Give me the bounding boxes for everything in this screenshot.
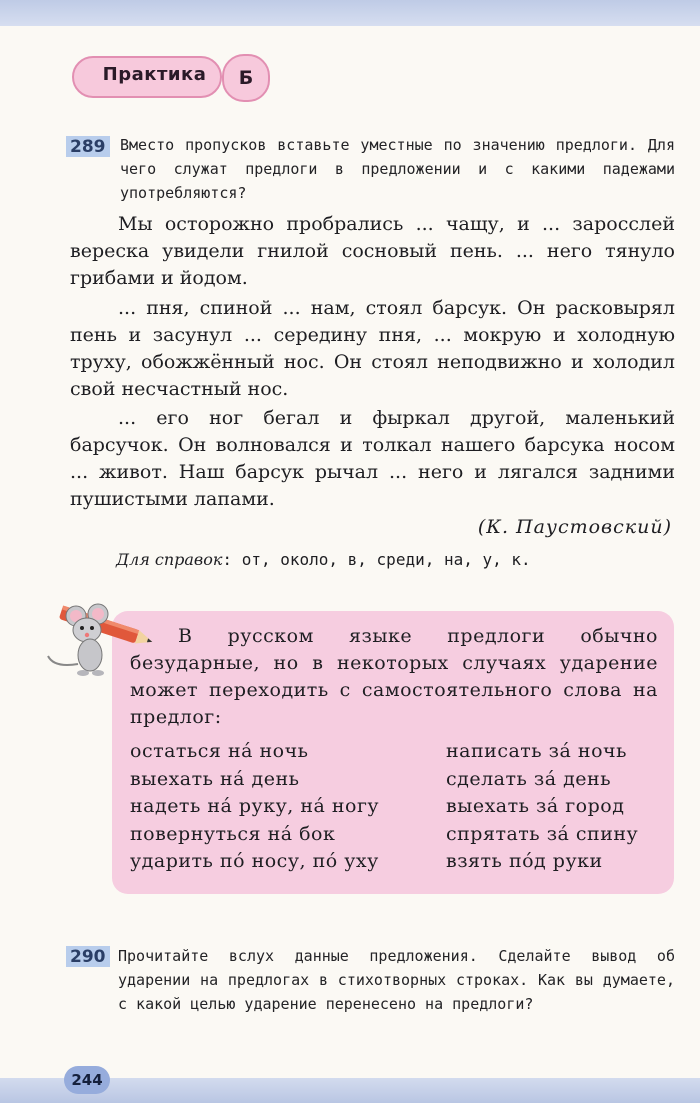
stress-example: надеть на́ руку, на́ ногу xyxy=(130,795,380,817)
reference-line xyxy=(116,550,531,569)
stress-example: написать за́ ночь xyxy=(446,740,627,762)
exercise-289-number: 289 xyxy=(66,136,110,157)
stress-example: повернуться на́ бок xyxy=(130,822,336,845)
exercise-289-task: Вместо пропусков вставьте уместные по значению предлоги. Для чего служат предлоги в предложении и с какими падежами употребляются? xyxy=(120,136,675,202)
section-letter: Б xyxy=(222,54,270,102)
stress-example: сделать за́ день xyxy=(446,767,612,790)
reference-label: Для справок xyxy=(116,550,223,569)
author-attribution: (К. Паустовский) xyxy=(477,516,672,538)
page-number: 244 xyxy=(64,1066,110,1094)
section-tag xyxy=(72,54,268,102)
section-label: Практика xyxy=(102,64,207,85)
stress-examples-left xyxy=(130,738,379,876)
stress-example: остаться на́ ночь xyxy=(130,740,309,762)
stress-example: выехать за́ город xyxy=(446,795,625,817)
reference-words: : от, около, в, среди, на, у, к. xyxy=(222,550,531,569)
stress-example: спрятать за́ спину xyxy=(446,822,639,845)
exercise-290-number: 290 xyxy=(66,946,110,967)
stress-example: выехать на́ день xyxy=(130,767,300,790)
rule-text: В русском языке предлоги обычно безударные, но в некоторых случаях ударение может переходить с самостоятельного слова на предлог: xyxy=(130,625,658,728)
stress-example: взять по́д руки xyxy=(446,850,603,872)
stress-examples-right xyxy=(446,738,638,876)
exercise-289-paragraph-2: ... пня, спиной ... нам, стоял барсук. Он расковырял пень и засунул ... середину пня, ... мокрую и холодную труху, обожжённый нос. Он стоял неподвижно и холодил свой несчастный нос. xyxy=(70,297,675,400)
stress-example: ударить по́ носу, по́ уху xyxy=(130,850,379,872)
exercise-290-task: Прочитайте вслух данные предложения. Сделайте вывод об ударении на предлогах в стихотворных строках. Как вы думаете, с какой целью ударение перенесено на предлоги? xyxy=(118,947,675,1013)
exercise-289-paragraph-1: Мы осторожно пробрались ... чащу, и ... заросслей вереска увидели гнилой сосновый пень. ... него тянуло грибами и йодом. xyxy=(70,213,675,289)
top-decor-band xyxy=(0,0,700,26)
exercise-289-paragraph-3: ... его ног бегал и фыркал другой, маленький барсучок. Он волновался и толкал нашего барсука носом ... живот. Наш барсук рычал ... него и лягался задними пушистыми лапами. xyxy=(70,407,675,510)
